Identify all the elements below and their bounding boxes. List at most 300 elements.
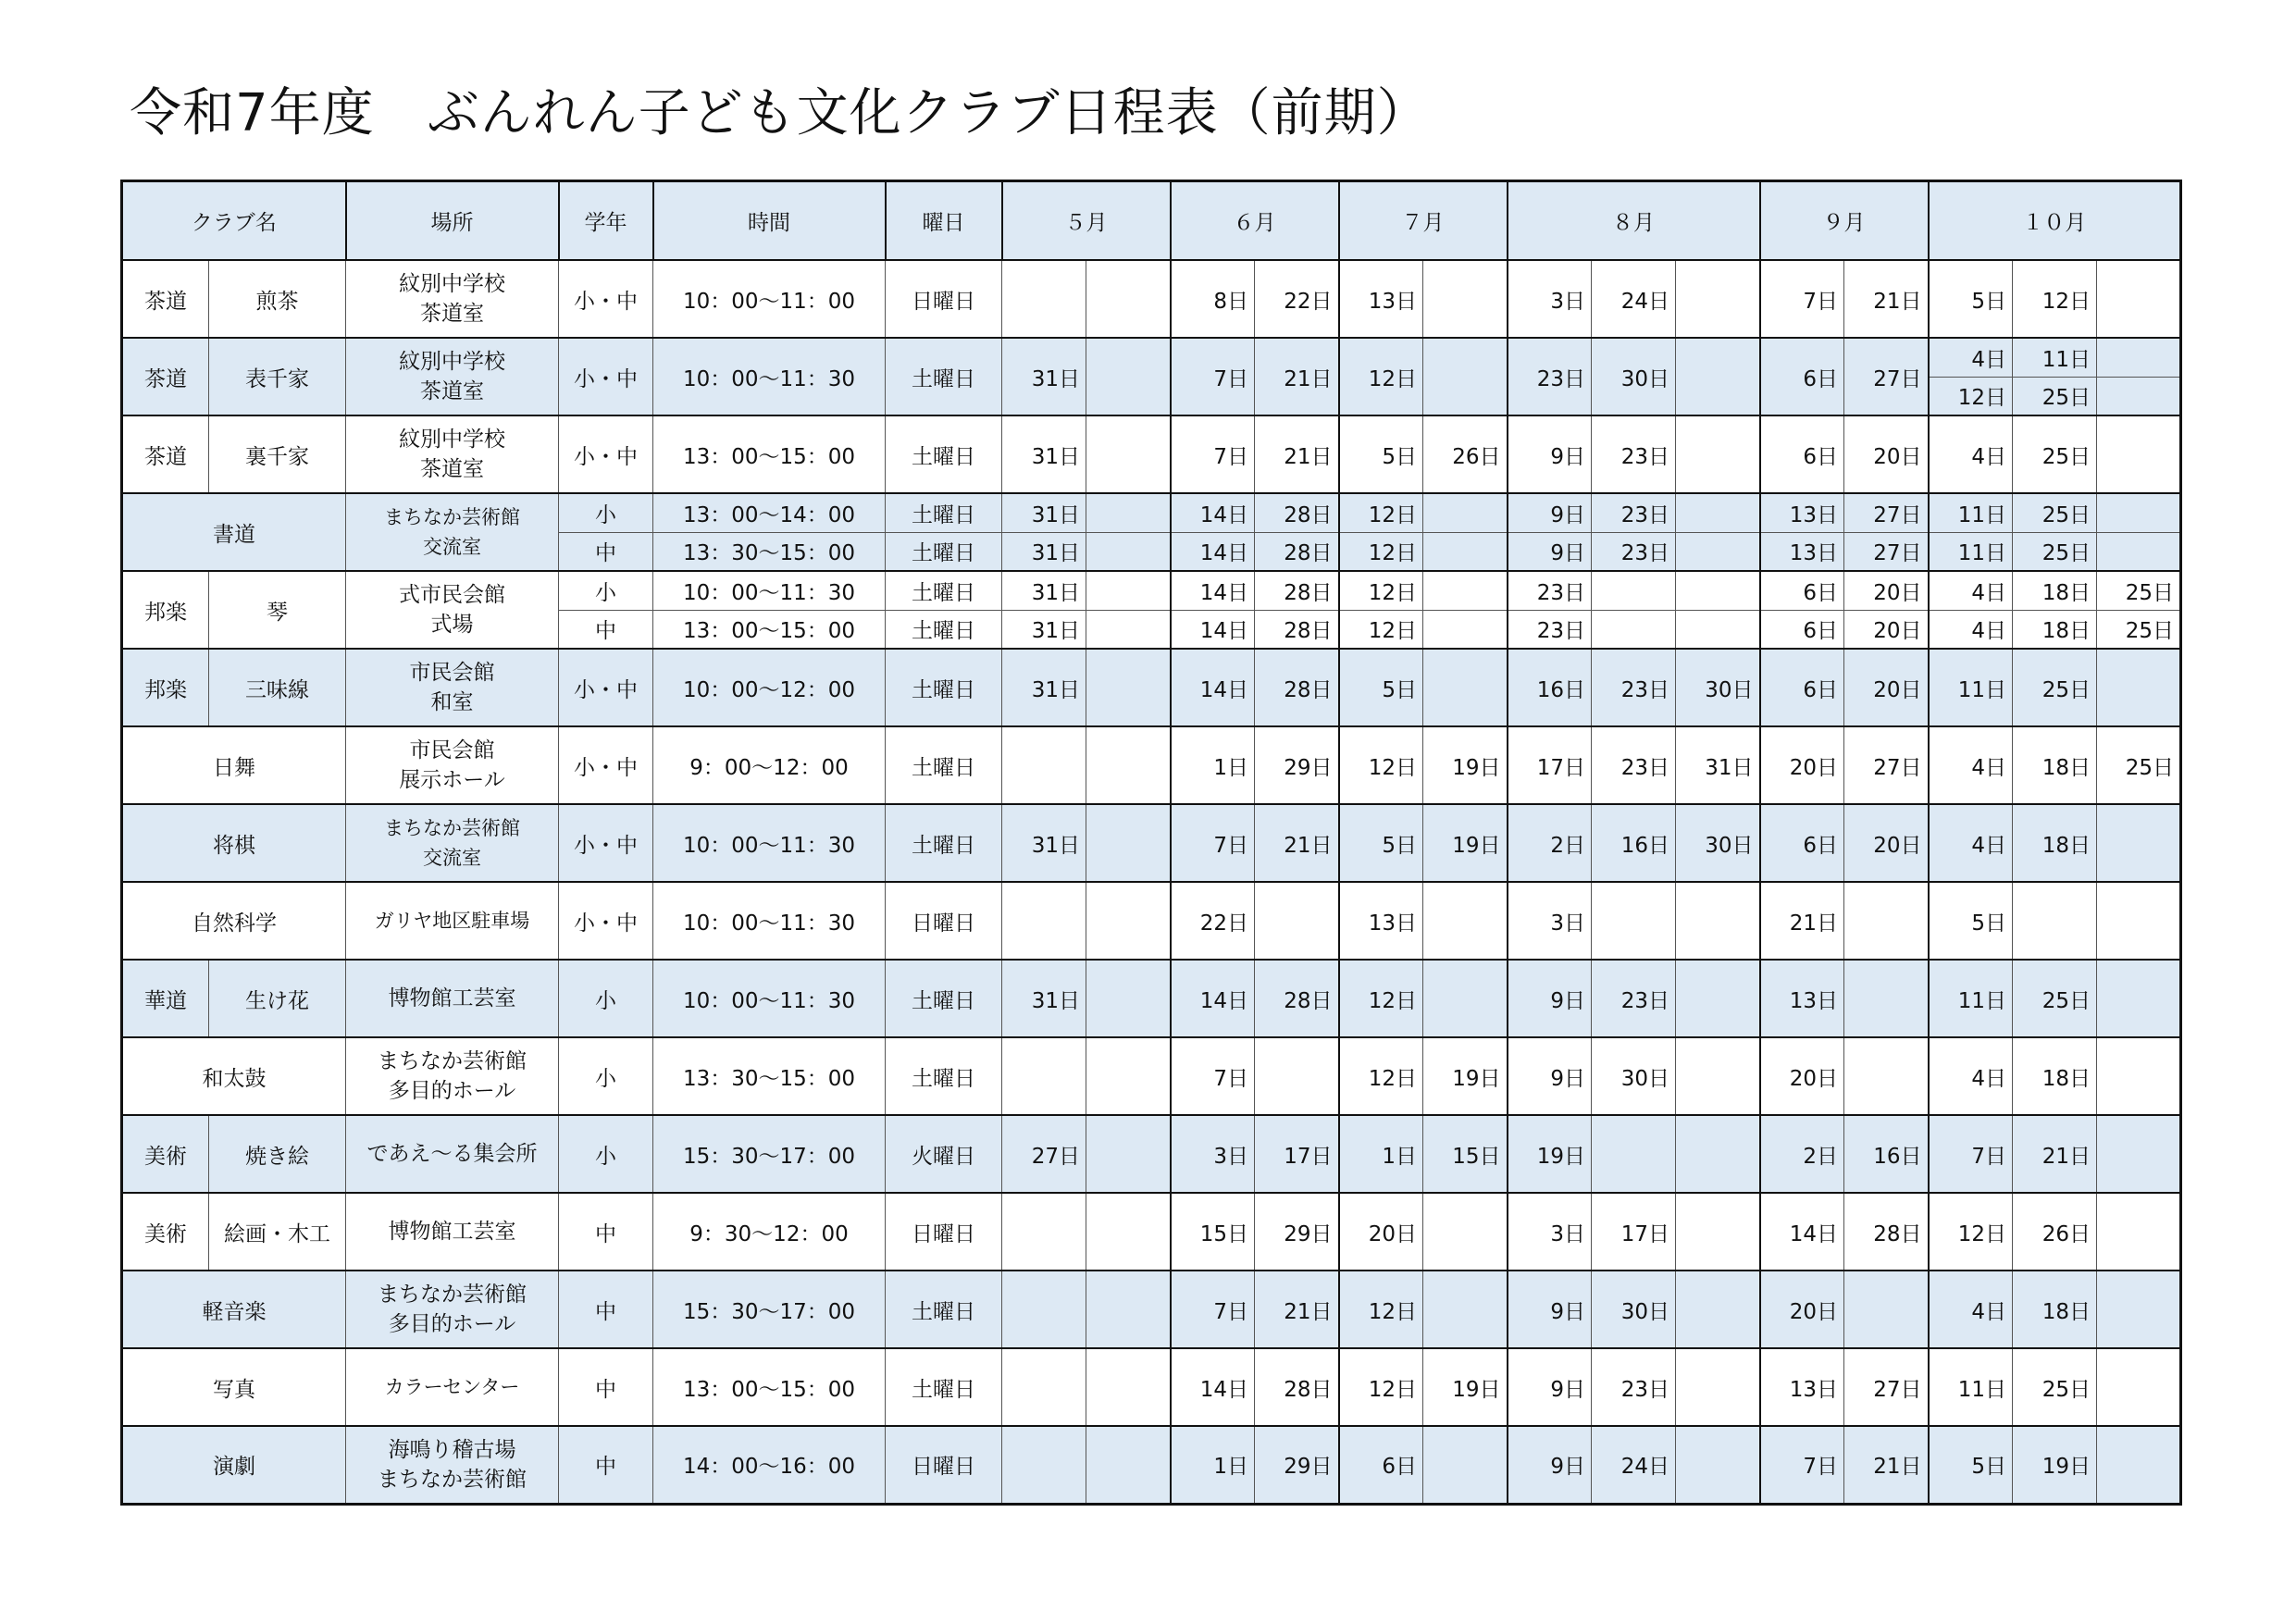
date-cell: 20日 [1339,1193,1423,1271]
date-cell: 25日 [2013,415,2097,493]
date-cell: 7日 [1929,1115,2013,1193]
date-cell [1086,532,1171,571]
date-cell: 3日 [1508,260,1592,338]
day-cell: 土曜日 [886,1271,1002,1348]
date-cell: 28日 [1255,960,1339,1037]
table-row [122,1115,2181,1193]
date-cell: 15日 [1171,1193,1255,1271]
time-cell: 13：00～15：00 [653,610,886,649]
date-cell: 9日 [1508,1271,1592,1348]
grade-cell: 中 [559,1193,653,1271]
date-cell: 12日 [2013,260,2097,338]
date-cell: 5日 [1339,415,1423,493]
place-line: 茶道室 [420,379,484,403]
date-cell [1676,1348,1760,1426]
date-cell: 12日 [1929,377,2013,415]
date-cell: 23日 [1592,1348,1676,1426]
date-cell [2097,377,2181,415]
date-cell [1423,338,1508,415]
date-cell [1002,260,1086,338]
club-block [122,960,2181,1037]
date-cell [2097,1426,2181,1504]
place-line: 市民会館 [409,738,495,762]
place-line: 紋別中学校 [399,350,505,374]
date-cell: 6日 [1760,804,1844,882]
date-cell: 25日 [2013,377,2097,415]
date-cell: 5日 [1929,1426,2013,1504]
date-cell [1002,726,1086,804]
page-title: 令和7年度 ぶんれん子ども文化クラブ日程表（前期） [130,83,1430,143]
club-block [122,415,2181,493]
date-cell [1423,1271,1508,1348]
date-cell: 18日 [2013,726,2097,804]
day-cell: 土曜日 [886,804,1002,882]
date-cell: 17日 [1255,1115,1339,1193]
club-category: 茶道 [122,260,209,338]
header-time: 時間 [653,181,886,261]
club-category: 美術 [122,1193,209,1271]
date-cell: 6日 [1760,649,1844,726]
date-cell: 4日 [1929,726,2013,804]
table-row [122,726,2181,804]
date-cell: 23日 [1508,571,1592,610]
place-line: 茶道室 [420,302,484,326]
date-cell: 19日 [1423,1037,1508,1115]
date-cell [1086,571,1171,610]
table-row [122,1271,2181,1348]
date-cell: 1日 [1171,1426,1255,1504]
time-cell: 10：00～11：30 [653,882,886,960]
date-cell: 18日 [2013,804,2097,882]
place-line: まちなか芸術館 [378,1283,527,1307]
date-cell: 21日 [2013,1115,2097,1193]
date-cell: 21日 [1760,882,1844,960]
date-cell: 31日 [1002,610,1086,649]
date-cell: 23日 [1592,649,1676,726]
header-place: 場所 [346,181,559,261]
date-cell: 14日 [1171,571,1255,610]
date-cell: 7日 [1171,1271,1255,1348]
table-row [122,1193,2181,1271]
header-grade: 学年 [559,181,653,261]
club-category: 邦楽 [122,649,209,726]
grade-cell: 小 [559,1115,653,1193]
date-cell: 27日 [1844,532,1929,571]
date-cell: 25日 [2013,1348,2097,1426]
club-name: 絵画・木工 [209,1193,346,1271]
date-cell [1676,338,1760,415]
club-block [122,1115,2181,1193]
date-cell [1676,493,1760,532]
date-cell: 9日 [1508,1426,1592,1504]
date-cell: 27日 [1002,1115,1086,1193]
time-cell: 10：00～11：30 [653,571,886,610]
day-cell: 日曜日 [886,1193,1002,1271]
date-cell: 6日 [1760,571,1844,610]
date-cell: 30日 [1592,1037,1676,1115]
club-block [122,493,2181,571]
club-block [122,1271,2181,1348]
time-cell: 15：30～17：00 [653,1115,886,1193]
place-line: 多目的ホール [388,1312,516,1336]
date-cell [1086,960,1171,1037]
date-cell: 20日 [1844,571,1929,610]
date-cell: 31日 [1002,532,1086,571]
place-cell [346,960,559,1037]
date-cell: 1日 [1171,726,1255,804]
table-row [122,338,2181,377]
date-cell [1676,610,1760,649]
date-cell [1423,1193,1508,1271]
date-cell [1676,1037,1760,1115]
date-cell: 6日 [1339,1426,1423,1504]
header-month-june: ６月 [1171,181,1339,261]
place-cell [346,1271,559,1348]
date-cell: 24日 [1592,260,1676,338]
date-cell: 4日 [1929,1271,2013,1348]
place-cell [346,338,559,415]
date-cell [1423,571,1508,610]
date-cell [1086,726,1171,804]
date-cell: 16日 [1508,649,1592,726]
place-line: 交流室 [423,536,481,558]
day-cell: 土曜日 [886,726,1002,804]
date-cell [1002,1037,1086,1115]
date-cell: 23日 [1592,532,1676,571]
date-cell: 22日 [1171,882,1255,960]
table-row [122,571,2181,610]
date-cell: 5日 [1929,260,2013,338]
club-name: 和太鼓 [122,1037,346,1115]
date-cell [1086,338,1171,415]
day-cell: 日曜日 [886,1426,1002,1504]
date-cell: 12日 [1339,1037,1423,1115]
date-cell: 31日 [1002,415,1086,493]
place-line: カラーセンター [384,1376,520,1398]
day-cell: 土曜日 [886,415,1002,493]
date-cell: 7日 [1171,415,1255,493]
date-cell: 2日 [1760,1115,1844,1193]
date-cell: 4日 [1929,338,2013,377]
club-name: 焼き絵 [209,1115,346,1193]
date-cell: 4日 [1929,804,2013,882]
date-cell [1086,1426,1171,1504]
day-cell: 土曜日 [886,960,1002,1037]
club-name: 将棋 [122,804,346,882]
date-cell: 12日 [1339,610,1423,649]
date-cell: 18日 [2013,571,2097,610]
date-cell: 21日 [1255,338,1339,415]
date-cell [1844,882,1929,960]
date-cell: 16日 [1844,1115,1929,1193]
date-cell: 23日 [1508,610,1592,649]
date-cell: 25日 [2097,610,2181,649]
date-cell [1086,493,1171,532]
date-cell: 23日 [1592,415,1676,493]
date-cell [1676,532,1760,571]
date-cell: 14日 [1760,1193,1844,1271]
table-row [122,804,2181,882]
date-cell [2097,804,2181,882]
date-cell [1676,960,1760,1037]
club-name: 生け花 [209,960,346,1037]
time-cell: 9：30～12：00 [653,1193,886,1271]
date-cell: 4日 [1929,610,2013,649]
date-cell: 5日 [1929,882,2013,960]
date-cell: 28日 [1255,493,1339,532]
date-cell: 12日 [1339,338,1423,415]
place-line: 式市民会館 [399,583,505,607]
place-line: 紋別中学校 [399,428,505,452]
date-cell: 21日 [1255,415,1339,493]
date-cell: 12日 [1339,532,1423,571]
place-line: 市民会館 [409,661,495,685]
date-cell: 31日 [1002,571,1086,610]
date-cell: 23日 [1592,493,1676,532]
table-row [122,493,2181,532]
place-cell [346,260,559,338]
date-cell: 20日 [1844,804,1929,882]
club-block [122,571,2181,649]
date-cell: 9日 [1508,532,1592,571]
date-cell: 24日 [1592,1426,1676,1504]
date-cell [2097,338,2181,377]
date-cell: 5日 [1339,649,1423,726]
grade-cell: 小 [559,1037,653,1115]
time-cell: 10：00～11：00 [653,260,886,338]
date-cell: 31日 [1676,726,1760,804]
date-cell: 20日 [1760,726,1844,804]
date-cell: 25日 [2013,493,2097,532]
place-cell [346,649,559,726]
date-cell: 13日 [1760,1348,1844,1426]
date-cell: 7日 [1171,804,1255,882]
date-cell [1676,415,1760,493]
club-category: 茶道 [122,415,209,493]
date-cell: 22日 [1255,260,1339,338]
date-cell: 26日 [2013,1193,2097,1271]
club-block [122,1193,2181,1271]
date-cell [1423,532,1508,571]
date-cell: 20日 [1844,610,1929,649]
date-cell [1423,649,1508,726]
header-day: 曜日 [886,181,1002,261]
place-cell [346,493,559,571]
date-cell: 1日 [1339,1115,1423,1193]
club-block [122,726,2181,804]
club-name: 裏千家 [209,415,346,493]
date-cell: 12日 [1339,726,1423,804]
date-cell [1002,1193,1086,1271]
club-name: 表千家 [209,338,346,415]
place-line: 展示ホール [399,768,505,792]
date-cell [1086,1348,1171,1426]
date-cell [1592,571,1676,610]
grade-cell: 中 [559,1426,653,1504]
date-cell: 18日 [2013,610,2097,649]
club-name: 写真 [122,1348,346,1426]
date-cell: 11日 [1929,649,2013,726]
club-name: 煎茶 [209,260,346,338]
club-block [122,1037,2181,1115]
date-cell: 25日 [2013,649,2097,726]
date-cell: 13日 [1339,260,1423,338]
table-row [122,1426,2181,1504]
date-cell: 7日 [1171,338,1255,415]
club-block [122,649,2181,726]
date-cell: 19日 [1508,1115,1592,1193]
date-cell [1086,649,1171,726]
club-name: 琴 [209,571,346,649]
grade-cell: 小・中 [559,804,653,882]
date-cell [1676,882,1760,960]
place-line: 紋別中学校 [399,272,505,296]
club-block [122,338,2181,415]
date-cell [1676,1115,1760,1193]
day-cell: 土曜日 [886,571,1002,610]
date-cell: 14日 [1171,1348,1255,1426]
date-cell [1423,960,1508,1037]
time-cell: 13：00～15：00 [653,415,886,493]
date-cell [1592,1115,1676,1193]
date-cell: 4日 [1929,1037,2013,1115]
grade-cell: 小・中 [559,649,653,726]
date-cell: 20日 [1760,1037,1844,1115]
date-cell: 23日 [1592,726,1676,804]
date-cell: 12日 [1339,493,1423,532]
date-cell: 28日 [1255,532,1339,571]
date-cell: 6日 [1760,610,1844,649]
place-cell [346,726,559,804]
date-cell: 12日 [1929,1193,2013,1271]
date-cell [2097,1193,2181,1271]
date-cell: 14日 [1171,960,1255,1037]
grade-cell: 小 [559,960,653,1037]
date-cell [1086,1271,1171,1348]
date-cell: 6日 [1760,338,1844,415]
date-cell [1002,1426,1086,1504]
time-cell: 15：30～17：00 [653,1271,886,1348]
date-cell: 23日 [1592,960,1676,1037]
club-block [122,1348,2181,1426]
date-cell: 18日 [2013,1037,2097,1115]
place-cell [346,1193,559,1271]
date-cell [2097,493,2181,532]
club-name: 演劇 [122,1426,346,1504]
date-cell: 23日 [1508,338,1592,415]
date-cell: 9日 [1508,493,1592,532]
date-cell: 19日 [1423,804,1508,882]
date-cell [1423,1426,1508,1504]
date-cell [2097,1348,2181,1426]
grade-cell: 小・中 [559,415,653,493]
date-cell: 9日 [1508,960,1592,1037]
date-cell [2097,415,2181,493]
place-line: まちなか芸術館 [384,817,520,839]
date-cell: 5日 [1339,804,1423,882]
date-cell: 25日 [2013,532,2097,571]
date-cell: 6日 [1760,415,1844,493]
date-cell: 20日 [1760,1271,1844,1348]
date-cell: 29日 [1255,726,1339,804]
club-category: 美術 [122,1115,209,1193]
header-month-october: １０月 [1929,181,2181,261]
date-cell [2097,1115,2181,1193]
table-row [122,649,2181,726]
club-name: 自然科学 [122,882,346,960]
header-club: クラブ名 [122,181,346,261]
time-cell: 10：00～11：30 [653,960,886,1037]
date-cell: 13日 [1339,882,1423,960]
place-cell [346,1115,559,1193]
date-cell: 28日 [1255,649,1339,726]
time-cell: 10：00～11：30 [653,338,886,415]
date-cell: 9日 [1508,415,1592,493]
date-cell: 7日 [1760,1426,1844,1504]
date-cell [1844,1037,1929,1115]
date-cell [1592,882,1676,960]
date-cell: 26日 [1423,415,1508,493]
place-cell [346,1037,559,1115]
grade-cell: 中 [559,1271,653,1348]
date-cell: 28日 [1844,1193,1929,1271]
place-line: 博物館工芸室 [388,986,516,1010]
header-month-july: ７月 [1339,181,1508,261]
place-line: ガリヤ地区駐車場 [374,910,530,932]
date-cell [1086,1193,1171,1271]
grade-cell: 小・中 [559,882,653,960]
date-cell: 17日 [1508,726,1592,804]
date-cell: 13日 [1760,960,1844,1037]
date-cell [2097,1037,2181,1115]
header-month-september: ９月 [1760,181,1929,261]
time-cell: 13：30～15：00 [653,1037,886,1115]
time-cell: 13：00～14：00 [653,493,886,532]
date-cell: 12日 [1339,571,1423,610]
date-cell [1255,1037,1339,1115]
place-line: 博物館工芸室 [388,1220,516,1244]
date-cell [1086,1115,1171,1193]
place-line: 茶道室 [420,457,484,481]
place-line: 交流室 [423,847,481,869]
date-cell: 25日 [2013,960,2097,1037]
date-cell: 11日 [1929,960,2013,1037]
club-block [122,804,2181,882]
date-cell: 18日 [2013,1271,2097,1348]
place-line: 海鳴り稽古場 [388,1437,516,1462]
club-category: 邦楽 [122,571,209,649]
date-cell: 30日 [1592,338,1676,415]
date-cell: 7日 [1171,1037,1255,1115]
date-cell [1255,882,1339,960]
day-cell: 土曜日 [886,1348,1002,1426]
date-cell [1844,1271,1929,1348]
date-cell: 21日 [1844,1426,1929,1504]
day-cell: 日曜日 [886,260,1002,338]
place-line: であえ～る集会所 [366,1142,538,1166]
date-cell [1676,1271,1760,1348]
date-cell: 25日 [2097,571,2181,610]
place-line: 多目的ホール [388,1079,516,1103]
day-cell: 火曜日 [886,1115,1002,1193]
place-cell [346,415,559,493]
place-line: 式場 [430,613,474,637]
date-cell: 27日 [1844,1348,1929,1426]
date-cell: 13日 [1760,532,1844,571]
date-cell: 19日 [2013,1426,2097,1504]
date-cell: 11日 [1929,493,2013,532]
date-cell: 31日 [1002,804,1086,882]
